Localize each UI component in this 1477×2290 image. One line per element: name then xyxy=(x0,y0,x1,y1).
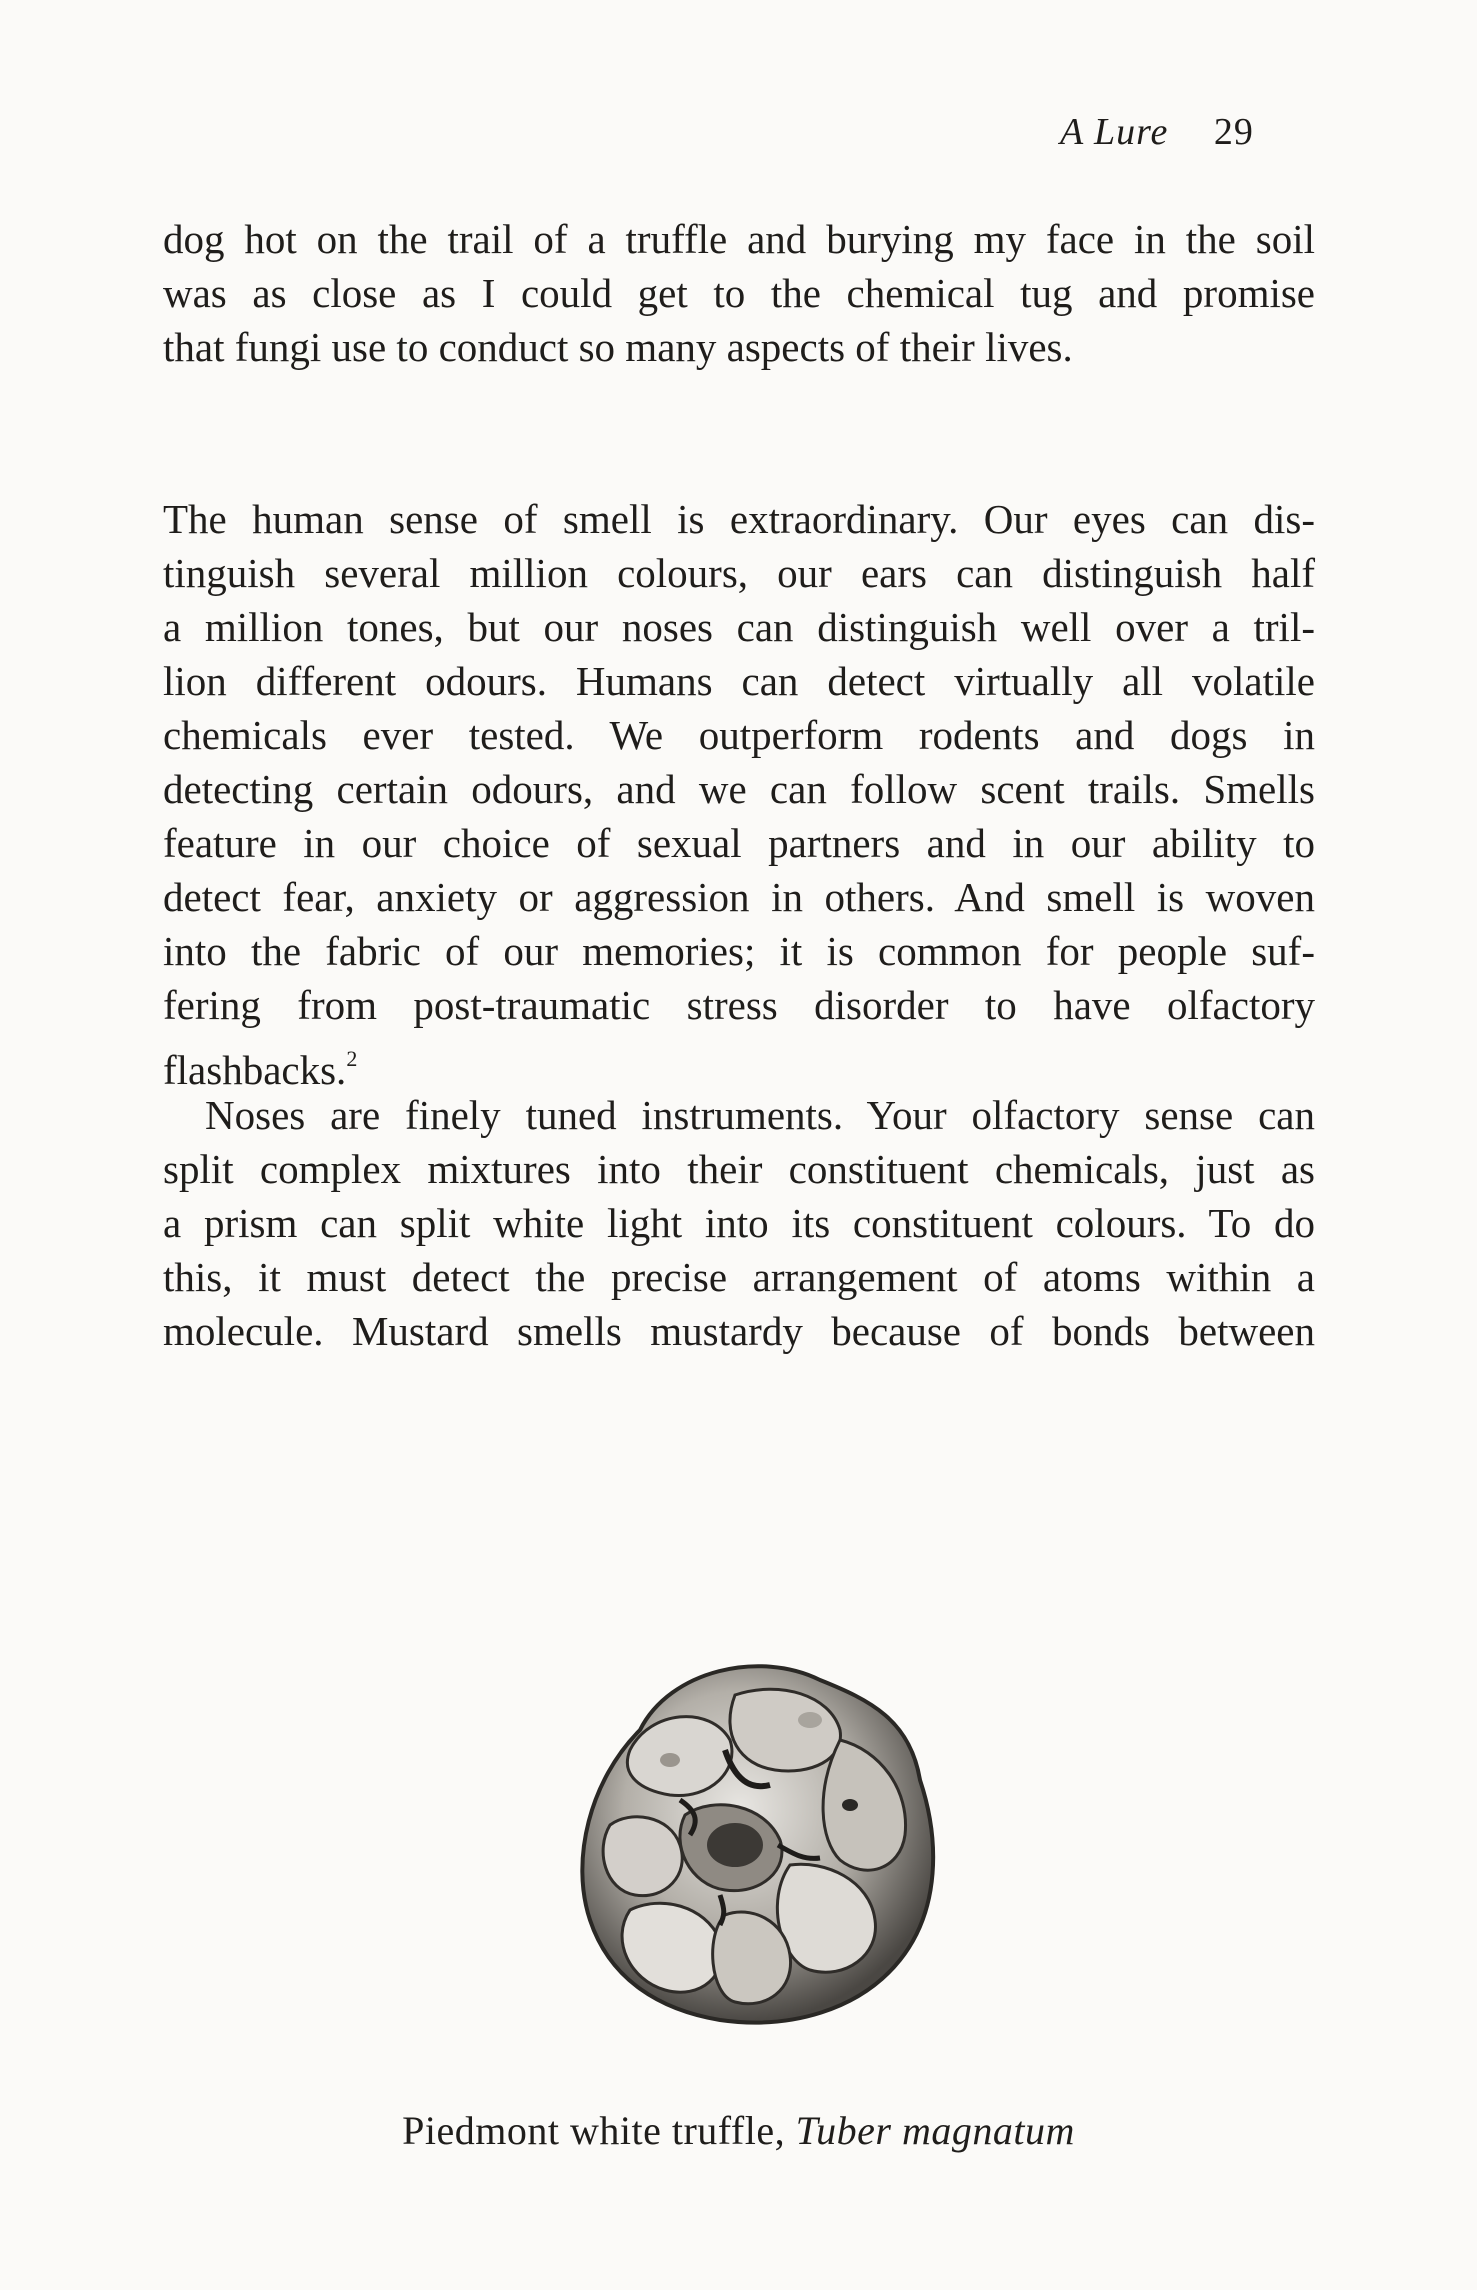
text-line: was as close as I could get to the chemical tug and promise xyxy=(163,270,1315,316)
text-line: split complex mixtures into their constituent chemicals, just as xyxy=(163,1146,1315,1192)
text-line: detect fear, anxiety or aggression in others. And smell is woven xyxy=(163,874,1315,920)
text-line: detecting certain odours, and we can follow scent trails. Smells xyxy=(163,766,1315,812)
text-line: into the fabric of our memories; it is common for people suf- xyxy=(163,928,1315,974)
text-line: chemicals ever tested. We outperform rodents and dogs in xyxy=(163,712,1315,758)
caption-text: Piedmont white truffle, xyxy=(402,2108,796,2153)
text-line: lion different odours. Humans can detect virtually all volatile xyxy=(163,658,1315,704)
text-line: tinguish several million colours, our ears can distinguish half xyxy=(163,550,1315,596)
text-line: Noses are finely tuned instruments. Your olfactory sense can xyxy=(205,1092,1315,1138)
truffle-illustration xyxy=(520,1610,980,2050)
running-head xyxy=(1060,108,1320,156)
caption-species-name: Tuber magnatum xyxy=(795,2108,1075,2153)
paragraph-noses xyxy=(163,1088,1315,1358)
text-line: feature in our choice of sexual partners and in our ability to xyxy=(163,820,1315,866)
text-line: this, it must detect the precise arrangement of atoms within a xyxy=(163,1254,1315,1300)
text-line: a prism can split white light into its constituent colours. To do xyxy=(163,1200,1315,1246)
page-number: 29 xyxy=(1213,111,1254,153)
text-line: a million tones, but our noses can distinguish well over a tril- xyxy=(163,604,1315,650)
figure-caption xyxy=(0,2106,1477,2156)
text-line: The human sense of smell is extraordinary. Our eyes can dis- xyxy=(163,496,1315,542)
text-line: fering from post-traumatic stress disorder to have olfactory xyxy=(163,982,1315,1028)
text-line: molecule. Mustard smells mustardy because of bonds between xyxy=(163,1308,1315,1354)
running-title: A Lure xyxy=(1060,111,1169,153)
paragraph-smell xyxy=(163,492,1315,1097)
text-line: dog hot on the trail of a truffle and burying my face in the soil xyxy=(163,216,1315,262)
text-line: that fungi use to conduct so many aspects of their lives. xyxy=(163,324,1073,370)
footnote-marker: 2 xyxy=(346,1046,358,1071)
paragraph-continued xyxy=(163,212,1315,374)
text-line-end: flashbacks. xyxy=(163,1047,347,1093)
